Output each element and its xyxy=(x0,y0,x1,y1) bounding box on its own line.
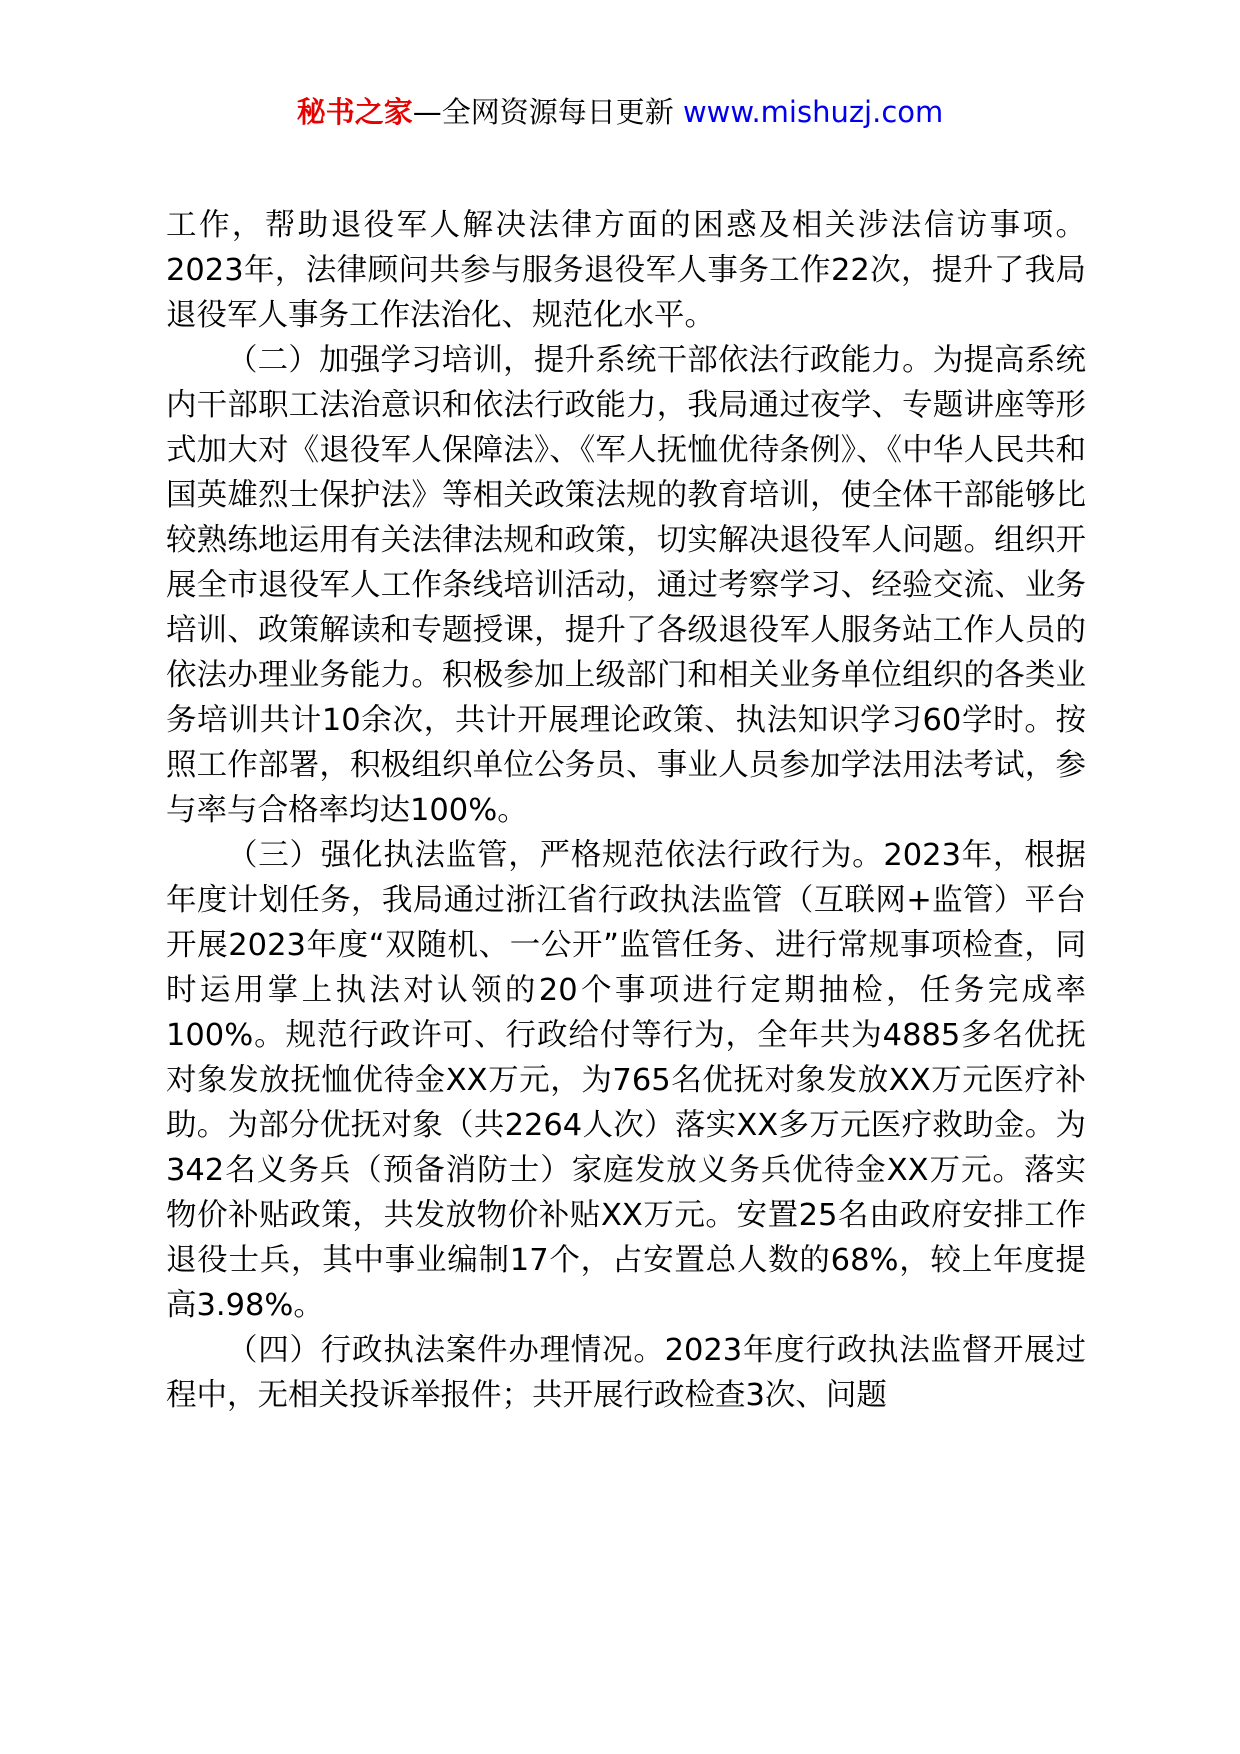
brand-name: 秘书之家 xyxy=(296,95,413,129)
paragraph-section-3: （三）强化执法监管，严格规范依法行政行为。2023年，根据年度计划任务，我局通过浙江省行政执法监管（互联网+监管）平台开展2023年度“双随机、一公开”监管任务、进行常规事项检查，同时运用掌上执法对认领的20个事项进行定期抽检，任务完成率100%。规范行政许可、行政给付等行为，全年共为4885多名优抚对象发放抚恤优待金XX万元，为765名优抚对象发放XX万元医疗补助。为部分优抚对象（共2264人次）落实XX多万元医疗救助金。为342名义务兵（预备消防士）家庭发放义务兵优待金XX万元。落实物价补贴政策，共发放物价补贴XX万元。安置25名由政府安排工作退役士兵，其中事业编制17个，占安置总人数的68%，较上年度提高3.98%。 xyxy=(166,838,1086,1323)
paragraph-section-2: （二）加强学习培训，提升系统干部依法行政能力。为提高系统内干部职工法治意识和依法行政能力，我局通过夜学、专题讲座等形式加大对《退役军人保障法》、《军人抚恤优待条例》、《中华人民共和国英雄烈士保护法》等相关政策法规的教育培训，使全体干部能够比较熟练地运用有关法律法规和政策，切实解决退役军人问题。组织开展全市退役军人工作条线培训活动，通过考察学习、经验交流、业务培训、政策解读和专题授课，提升了各级退役军人服务站工作人员的依法办理业务能力。积极参加上级部门和相关业务单位组织的各类业务培训共计10余次，共计开展理论政策、执法知识学习60学时。按照工作部署，积极组织单位公务员、事业人员参加学法用法考试，参与率与合格率均达100%。 xyxy=(166,343,1086,828)
paragraph-section-4: （四）行政执法案件办理情况。2023年度行政执法监督开展过程中，无相关投诉举报件；共开展行政检查3次、问题 xyxy=(166,1333,1086,1413)
website-link[interactable]: www.mishuzj.com xyxy=(682,95,944,129)
paragraph-continued: 工作，帮助退役军人解决法律方面的困惑及相关涉法信访事项。2023年，法律顾问共参与服务退役军人事务工作22次，提升了我局退役军人事务工作法治化、规范化水平。 xyxy=(166,208,1086,333)
page-header xyxy=(0,92,1240,132)
header-tagline: —全网资源每日更新 xyxy=(412,95,683,129)
document-body xyxy=(166,203,1086,1418)
